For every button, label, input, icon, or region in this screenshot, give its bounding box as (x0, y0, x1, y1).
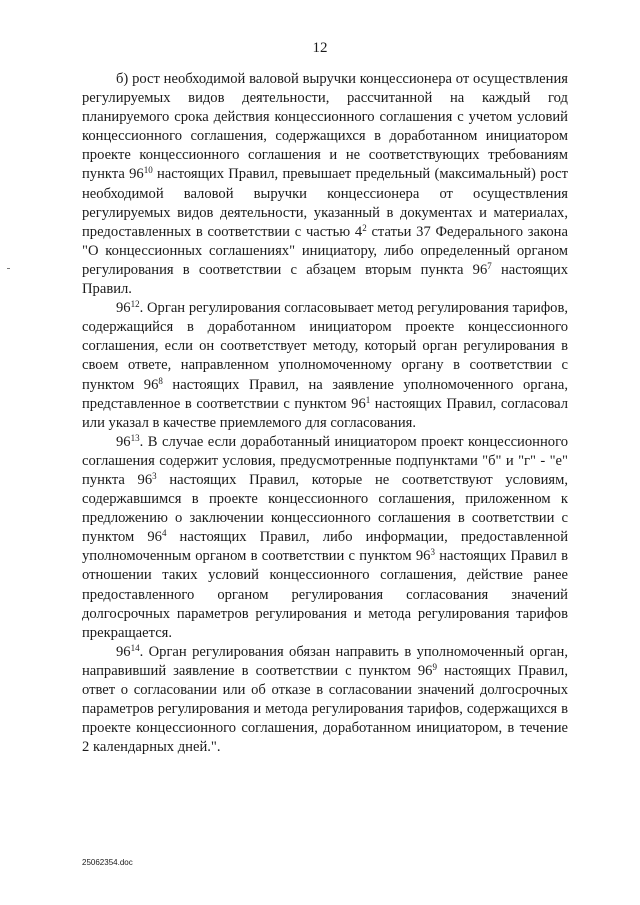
paragraph-text: 96 (116, 300, 131, 317)
paragraph-text: настоящих Правил, либо информации, предоставленной уполномоченным органом в соответствии с пунктом 96 (82, 529, 569, 565)
paragraph-text: 96 (116, 433, 131, 450)
paragraph-96-13 (82, 433, 568, 643)
paragraph-96-12 (82, 299, 568, 433)
paragraph-text: настоящих Правил, превышает предельный (максимальный) рост необходимой валовой выручки концессионера от осуществления регулируемых видов деятельности, указанный в документах и материалах, предоставленных в соответствии с частью 4 (82, 166, 568, 240)
paragraph-subpoint-b (82, 70, 568, 299)
file-name-footer: 25062354.doc (82, 858, 133, 867)
paragraph-text: . В случае если доработанный инициатором проект концессионного соглашения содержит условия, предусмотренные подпунктами "б" и "г" - "е" пункта 96 (82, 433, 568, 488)
paragraph-text: настоящих Правил, ответ о согласовании или об отказе в согласовании значений долгосрочных параметров регулирования и метода регулирования тарифов, содержащихся в проекте концессионного соглашения, доработанном инициатором, в течение 2 календарных дней.". (82, 662, 568, 756)
superscript: 3 (152, 470, 157, 481)
paragraph-text: настоящих Правил, которые не соответствуют условиям, содержавшимся в проекте концессионного соглашения, приложенном к предложению о заключении концессионного соглашения в соответствии с пунктом 96 (82, 471, 569, 546)
document-body (82, 70, 568, 757)
paragraph-text: настоящих Правил, на заявление уполномоченного органа, представленное в соответствии с пунктом 96 (82, 376, 569, 412)
superscript: 8 (158, 375, 163, 386)
superscript: 7 (487, 260, 492, 271)
paragraph-text: настоящих Правил в отношении таких условий концессионного соглашения, действие ранее предоставленного органом регулирования согласования значений долгосрочных параметров регулирования и метода регулирования тарифов прекращается. (82, 548, 568, 641)
paragraph-text: статьи 37 Федерального закона "О концессионных соглашениях" инициатору, либо определенный органом регулирования в соответствии с абзацем вторым пункта 96 (82, 223, 568, 278)
superscript: 1 (365, 394, 371, 405)
paragraph-text: настоящих Правил. (82, 261, 568, 298)
paragraph-text: 96 (116, 643, 131, 660)
paragraph-text: . Орган регулирования обязан направить в уполномоченный орган, направивший заявление в соответствии с пунктом 96 (82, 643, 568, 679)
superscript: 10 (143, 165, 153, 176)
paragraph-text: настоящих Правил, согласовал или указал в качестве приемлемого для согласования. (82, 395, 568, 431)
paragraph-text: б) рост необходимой валовой выручки концессионера от осуществления регулируемых видов деятельности, рассчитанной на каждый год планируемого срока действия концессионного соглашения с учетом условий концессионного соглашения, содержащихся в доработанном инициатором проекте концессионного соглашения и не соответствующих требованиям пункта 96 (82, 71, 568, 183)
paragraph-text: . Орган регулирования согласовывает метод регулирования тарифов, содержащийся в доработанном инициатором проекте концессионного соглашения, если он соответствует методу, который орган регулирования в своем ответе, направленном уполномоченному органу в соответствии с пунктом 96 (82, 300, 568, 393)
superscript: 2 (362, 222, 367, 233)
superscript: 4 (161, 528, 167, 539)
page-number: 12 (312, 40, 328, 56)
superscript: 3 (430, 547, 435, 558)
superscript: 12 (130, 299, 140, 310)
margin-mark (7, 268, 10, 269)
superscript: 14 (130, 642, 140, 653)
superscript: 9 (432, 661, 437, 672)
paragraph-96-14 (82, 643, 568, 758)
superscript: 13 (130, 432, 140, 443)
